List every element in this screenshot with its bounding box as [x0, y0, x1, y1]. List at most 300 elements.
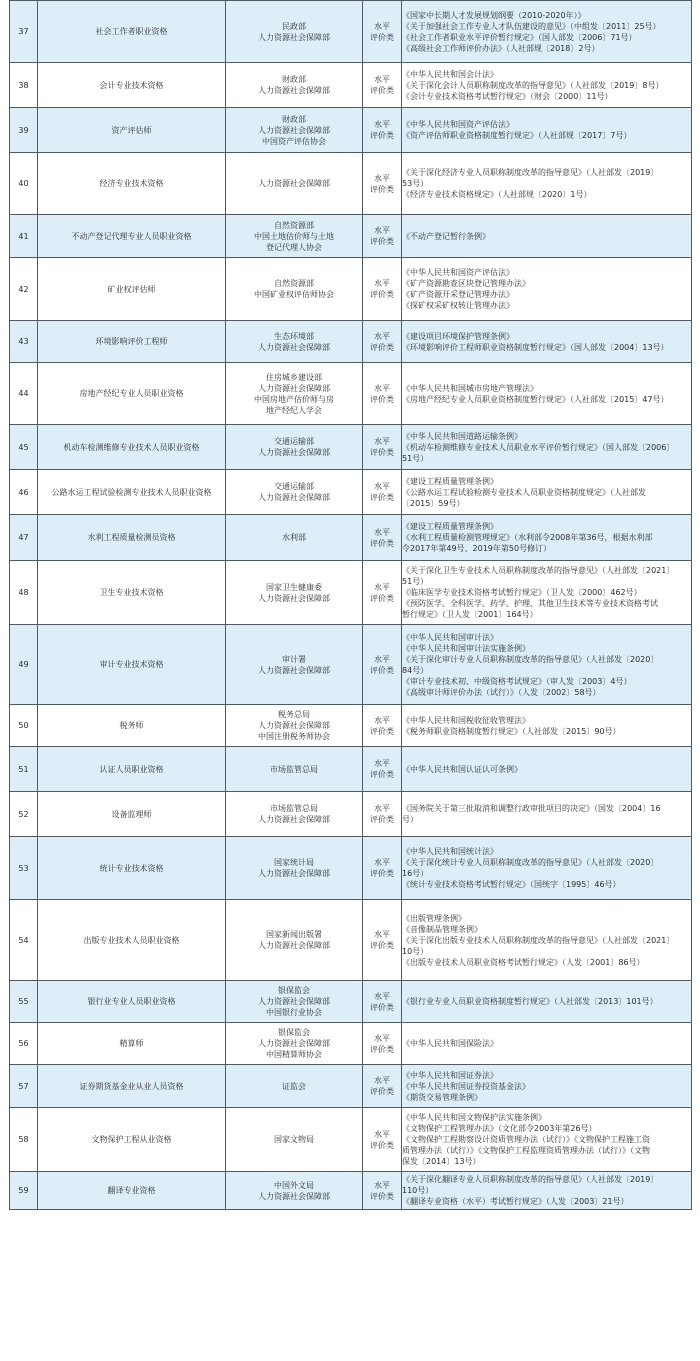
qualification-type-line: 评价类	[370, 1140, 394, 1150]
implementing-department-line: 人力资源社会保障部	[258, 869, 330, 878]
table-row	[10, 1023, 692, 1065]
table-row	[10, 425, 692, 470]
implementing-department	[226, 1108, 363, 1172]
qualification-type-line: 水平	[374, 75, 390, 84]
legal-basis-line: 《翻译专业资格（水平）考试暂行规定》（人发〔2003〕21号）	[402, 1197, 629, 1206]
legal-basis	[402, 1023, 692, 1065]
qualification-type-line: 评价类	[370, 869, 394, 878]
qualification-name: 出版专业技术人员职业资格	[38, 900, 226, 981]
table-row	[10, 215, 692, 258]
legal-basis-line: 《高级审计师评价办法（试行）》（人发〔2002〕58号）	[402, 687, 601, 697]
implementing-department-line: 人力资源社会保障部	[258, 342, 330, 352]
qualification-name: 机动车检测维修专业技术人员职业资格	[38, 425, 226, 470]
qualification-type-line: 评价类	[370, 394, 394, 404]
implementing-department	[226, 561, 363, 625]
legal-basis-line: 号）	[402, 815, 418, 824]
implementing-department-line: 人力资源社会保障部	[258, 665, 330, 675]
row-number: 50	[10, 705, 38, 747]
implementing-department	[226, 153, 363, 215]
qualification-type	[363, 561, 402, 625]
implementing-department	[226, 63, 363, 108]
legal-basis-line: 《音像制品管理条例》	[402, 924, 482, 934]
qualification-type-line: 评价类	[370, 86, 394, 95]
row-number: 44	[10, 363, 38, 425]
qualification-type-line: 水平	[374, 715, 390, 725]
legal-basis-line: 《关于深化审计专业人员职称制度改革的指导意见》（人社部发〔2020〕	[402, 654, 659, 664]
implementing-department	[226, 515, 363, 561]
qualification-type	[363, 425, 402, 470]
legal-basis-line: 《关于深化卫生专业技术人员职称制度改革的指导意见》（人社部发〔2021〕	[402, 566, 675, 575]
table-row	[10, 258, 692, 321]
legal-basis	[402, 900, 692, 981]
qualification-type	[363, 792, 402, 837]
qualification-type-line: 水平	[374, 991, 390, 1001]
implementing-department	[226, 747, 363, 792]
legal-basis-line: 《关于加强社会工作专业人才队伍建设的意见》（中组发〔2011〕25号）	[402, 21, 661, 31]
implementing-department	[226, 425, 363, 470]
implementing-department-line: 市场监管总局	[270, 804, 318, 813]
implementing-department	[226, 108, 363, 153]
implementing-department	[226, 837, 363, 900]
legal-basis-line: 《中华人民共和国道路运输条例》	[402, 431, 522, 441]
table-row	[10, 837, 692, 900]
qualification-type-line: 水平	[374, 21, 390, 31]
legal-basis	[402, 321, 692, 363]
implementing-department-line: 人力资源社会保障部	[258, 815, 330, 824]
implementing-department-line: 生态环境部	[274, 331, 314, 341]
qualification-type-line: 水平	[374, 1076, 390, 1085]
qualification-name: 文物保护工程从业资格	[38, 1108, 226, 1172]
legal-basis-line: 《预防医学、全科医学、药学、护理、其他卫生技术等专业技术资格考试	[402, 599, 658, 608]
legal-basis	[402, 1172, 692, 1210]
qualification-type	[363, 108, 402, 153]
row-number: 59	[10, 1172, 38, 1210]
legal-basis-line: 《银行业专业人员职业资格制度暂行规定》（人社部发〔2013〕101号）	[402, 997, 658, 1006]
table-row	[10, 1065, 692, 1108]
implementing-department-line: 税务总局	[278, 710, 310, 719]
qualification-type-line: 水平	[374, 582, 390, 592]
legal-basis-line: 《高级社会工作师评价办法》（人社部规〔2018〕2号）	[402, 43, 600, 53]
table-row	[10, 63, 692, 108]
qualification-table	[9, 0, 692, 1210]
row-number: 52	[10, 792, 38, 837]
implementing-department-line: 中国土地估价师与土地	[254, 231, 334, 241]
legal-basis-line: 《中华人民共和国税收征收管理法》	[402, 715, 530, 725]
implementing-department-line: 国家卫生健康委	[266, 582, 322, 592]
legal-basis-line: 暂行规定》（卫人发〔2001〕164号）	[402, 610, 538, 619]
qualification-type	[363, 981, 402, 1023]
qualification-type	[363, 63, 402, 108]
legal-basis-line: 《中华人民共和国审计法》	[402, 632, 498, 642]
legal-basis-line: 《中华人民共和国保险法》	[402, 1039, 498, 1048]
legal-basis-line: 《中华人民共和国会计法》	[402, 69, 498, 79]
table-row	[10, 792, 692, 837]
row-number: 56	[10, 1023, 38, 1065]
legal-basis-line: 《会计专业技术资格考试暂行规定》（财会〔2000〕11号）	[402, 91, 613, 101]
qualification-name: 经济专业技术资格	[38, 153, 226, 215]
legal-basis-line: 《矿产资源勘查区块登记管理办法》	[402, 279, 530, 288]
implementing-department-line: 人力资源社会保障部	[258, 941, 330, 950]
implementing-department	[226, 258, 363, 321]
qualification-type-line: 评价类	[370, 770, 394, 779]
legal-basis-line: 《关于深化统计专业人员职称制度改革的指导意见》（人社部发〔2020〕	[402, 858, 659, 867]
legal-basis-line: 《资产评估师职业资格制度暂行规定》（人社部规〔2017〕7号）	[402, 131, 632, 140]
implementing-department	[226, 900, 363, 981]
qualification-name: 房地产经纪专业人员职业资格	[38, 363, 226, 425]
qualification-type-line: 水平	[374, 527, 390, 537]
implementing-department	[226, 215, 363, 258]
qualification-type-line: 评价类	[370, 184, 394, 194]
qualification-name: 不动产登记代理专业人员职业资格	[38, 215, 226, 258]
qualification-type	[363, 1172, 402, 1210]
row-number: 46	[10, 470, 38, 515]
implementing-department	[226, 1, 363, 63]
row-number: 55	[10, 981, 38, 1023]
qualification-name: 矿业权评估师	[38, 258, 226, 321]
legal-basis-line: 《中华人民共和国证券法》	[402, 1070, 498, 1080]
qualification-name: 翻译专业资格	[38, 1172, 226, 1210]
implementing-department-line: 银保监会	[278, 1028, 310, 1037]
implementing-department-line: 地产经纪人学会	[266, 405, 322, 415]
qualification-type-line: 评价类	[370, 726, 394, 736]
table-row	[10, 108, 692, 153]
row-number: 54	[10, 900, 38, 981]
legal-basis-line: 《建设工程质量管理条例》	[402, 522, 498, 531]
qualification-type-line: 评价类	[370, 1044, 394, 1054]
legal-basis	[402, 153, 692, 215]
row-number: 45	[10, 425, 38, 470]
implementing-department	[226, 363, 363, 425]
table-row	[10, 1172, 692, 1210]
qualification-type-line: 水平	[374, 226, 390, 235]
legal-basis-line: 《中华人民共和国统计法》	[402, 847, 498, 856]
qualification-type-line: 水平	[374, 331, 390, 341]
row-number: 53	[10, 837, 38, 900]
qualification-type	[363, 515, 402, 561]
table-row	[10, 705, 692, 747]
implementing-department-line: 民政部	[282, 21, 306, 31]
qualification-type-line: 评价类	[370, 448, 394, 457]
qualification-type-line: 水平	[374, 804, 390, 813]
legal-basis-line: 《经济专业技术资格规定》（人社部规〔2020〕1号）	[402, 190, 592, 199]
legal-basis	[402, 258, 692, 321]
qualification-type-line: 评价类	[370, 665, 394, 675]
legal-basis-line: 《税务师职业资格制度暂行规定》（人社部发〔2015〕90号）	[402, 726, 621, 736]
implementing-department	[226, 1172, 363, 1210]
legal-basis-line: 110号）	[402, 1186, 434, 1195]
legal-basis-line: 质管理办法（试行）》《文物保护工程监理资质管理办法（试行）》（文物	[402, 1146, 650, 1155]
implementing-department-line: 登记代理人协会	[266, 242, 322, 252]
legal-basis-line: 《水利工程质量检测管理规定》（水利部令2008年第36号，根据水利部	[402, 533, 653, 542]
qualification-type-line: 水平	[374, 383, 390, 393]
table-row	[10, 900, 692, 981]
qualification-type	[363, 321, 402, 363]
legal-basis-line: 《文物保护工程勘察设计资质管理办法（试行）》《文物保护工程施工资	[402, 1135, 650, 1144]
qualification-type	[363, 153, 402, 215]
table-row	[10, 1108, 692, 1172]
implementing-department-line: 人力资源社会保障部	[258, 721, 330, 730]
legal-basis-line: 《探矿权采矿权转让管理办法》	[402, 301, 514, 310]
qualification-type-line: 水平	[374, 173, 390, 183]
row-number: 43	[10, 321, 38, 363]
legal-basis-line: 51号）	[402, 577, 429, 586]
qualification-name: 环境影响评价工程师	[38, 321, 226, 363]
table-row	[10, 981, 692, 1023]
row-number: 42	[10, 258, 38, 321]
implementing-department-line: 中国矿业权评估师协会	[254, 290, 334, 299]
implementing-department-line: 中国房地产估价师与房	[254, 394, 334, 404]
qualification-type-line: 评价类	[370, 538, 394, 548]
table-row	[10, 1, 692, 63]
qualification-type-line: 评价类	[370, 815, 394, 824]
legal-basis-line: 《矿产资源开采登记管理办法》	[402, 290, 514, 299]
implementing-department-line: 交通运输部	[274, 482, 314, 491]
row-number: 37	[10, 1, 38, 63]
table-row	[10, 625, 692, 705]
qualification-name: 精算师	[38, 1023, 226, 1065]
row-number: 47	[10, 515, 38, 561]
legal-basis-line: 《社会工作者职业水平评价暂行规定》（国人部发〔2006〕71号）	[402, 32, 637, 42]
qualification-type-line: 水平	[374, 759, 390, 768]
table-row	[10, 561, 692, 625]
implementing-department-line: 人力资源社会保障部	[258, 997, 330, 1006]
qualification-name: 审计专业技术资格	[38, 625, 226, 705]
legal-basis-line: 《期货交易管理条例》	[402, 1092, 482, 1102]
qualification-type-line: 评价类	[370, 237, 394, 246]
legal-basis	[402, 561, 692, 625]
legal-basis-line: 16号）	[402, 869, 429, 878]
qualification-type-line: 水平	[374, 858, 390, 867]
table-row	[10, 470, 692, 515]
implementing-department-line: 人力资源社会保障部	[258, 593, 330, 603]
legal-basis	[402, 425, 692, 470]
legal-basis-line: 《关于深化出版专业技术人员职称制度改革的指导意见》（人社部发〔2021〕	[402, 935, 675, 945]
row-number: 41	[10, 215, 38, 258]
implementing-department-line: 人力资源社会保障部	[258, 448, 330, 457]
legal-basis-line: 《中华人民共和国资产评估法》	[402, 268, 514, 277]
table-row	[10, 747, 692, 792]
qualification-type-line: 评价类	[370, 1087, 394, 1096]
qualification-name: 证券期货基金业从业人员资格	[38, 1065, 226, 1108]
implementing-department-line: 人力资源社会保障部	[258, 383, 330, 393]
table-body	[10, 1, 692, 1210]
qualification-name: 公路水运工程试验检测专业技术人员职业资格	[38, 470, 226, 515]
implementing-department-line: 人力资源社会保障部	[258, 179, 330, 188]
legal-basis-line: 《出版管理条例》	[402, 913, 466, 923]
legal-basis-line: 《关于深化会计人员职称制度改革的指导意见》（人社部发〔2019〕8号）	[402, 80, 664, 90]
legal-basis-line: 《公路水运工程试验检测专业技术人员职业资格制度规定》（人社部发	[402, 487, 646, 497]
qualification-name: 社会工作者职业资格	[38, 1, 226, 63]
implementing-department	[226, 1065, 363, 1108]
legal-basis-line: 《环境影响评价工程师职业资格制度暂行规定》（国人部发〔2004〕13号）	[402, 342, 669, 352]
implementing-department	[226, 792, 363, 837]
qualification-type	[363, 837, 402, 900]
row-number: 51	[10, 747, 38, 792]
qualification-name: 水利工程质量检测员资格	[38, 515, 226, 561]
row-number: 58	[10, 1108, 38, 1172]
qualification-type	[363, 625, 402, 705]
implementing-department-line: 财政部	[282, 75, 306, 84]
legal-basis	[402, 363, 692, 425]
implementing-department-line: 财政部	[282, 114, 306, 124]
legal-basis	[402, 515, 692, 561]
legal-basis-line: 《房地产经纪专业人员职业资格制度暂行规定》（人社部发〔2015〕47号）	[402, 394, 669, 404]
qualification-type-line: 评价类	[370, 32, 394, 42]
legal-basis-line: 《出版专业技术人员职业资格考试暂行规定》（人发〔2001〕86号）	[402, 957, 645, 967]
row-number: 48	[10, 561, 38, 625]
row-number: 39	[10, 108, 38, 153]
legal-basis-line: 《审计专业技术初、中级资格考试规定》（审人发〔2003〕4号）	[402, 676, 632, 686]
qualification-name: 银行业专业人员职业资格	[38, 981, 226, 1023]
legal-basis-line: 《中华人民共和国城市房地产管理法》	[402, 383, 538, 393]
legal-basis-line: 《建设项目环境保护管理条例》	[402, 331, 514, 341]
legal-basis-line: 《国务院关于第三批取消和调整行政审批项目的决定》（国发〔2004〕16	[402, 804, 661, 813]
legal-basis	[402, 1108, 692, 1172]
legal-basis-line: 10号）	[402, 946, 429, 956]
legal-basis	[402, 792, 692, 837]
implementing-department-line: 自然资源部	[274, 279, 314, 288]
qualification-type	[363, 705, 402, 747]
implementing-department-line: 国家统计局	[274, 858, 314, 867]
qualification-type-line: 水平	[374, 1033, 390, 1043]
implementing-department-line: 证监会	[282, 1081, 306, 1091]
qualification-type	[363, 1023, 402, 1065]
qualification-type	[363, 747, 402, 792]
qualification-type	[363, 258, 402, 321]
qualification-type-line: 水平	[374, 482, 390, 491]
qualification-type-line: 评价类	[370, 493, 394, 502]
legal-basis-line: 《国家中长期人才发展规划纲要（2010-2020年）》	[402, 10, 586, 20]
legal-basis	[402, 215, 692, 258]
legal-basis-line: 《机动车检测维修专业技术人员职业水平评价暂行规定》（国人部发〔2006〕	[402, 442, 675, 452]
legal-basis-line: 令2017年第49号、2019年第50号修订）	[402, 544, 552, 553]
qualification-name: 认证人员职业资格	[38, 747, 226, 792]
legal-basis	[402, 63, 692, 108]
qualification-type	[363, 363, 402, 425]
implementing-department	[226, 981, 363, 1023]
qualification-type	[363, 900, 402, 981]
implementing-department	[226, 470, 363, 515]
table-row	[10, 153, 692, 215]
qualification-name: 卫生专业技术资格	[38, 561, 226, 625]
qualification-type-line: 水平	[374, 437, 390, 446]
legal-basis	[402, 705, 692, 747]
table-row	[10, 515, 692, 561]
implementing-department-line: 人力资源社会保障部	[258, 32, 330, 42]
implementing-department	[226, 705, 363, 747]
implementing-department-line: 国家文物局	[274, 1135, 314, 1144]
qualification-name: 设备监理师	[38, 792, 226, 837]
qualification-type-line: 评价类	[370, 941, 394, 950]
qualification-type	[363, 1, 402, 63]
qualification-type-line: 评价类	[370, 593, 394, 603]
row-number: 38	[10, 63, 38, 108]
implementing-department-line: 国家新闻出版署	[266, 930, 322, 939]
legal-basis-line: 《中华人民共和国资产评估法》	[402, 120, 514, 129]
implementing-department-line: 中国资产评估协会	[262, 136, 326, 146]
legal-basis-line: 《临床医学专业技术资格考试暂行规定》（卫人发〔2000〕462号）	[402, 588, 642, 597]
legal-basis	[402, 981, 692, 1023]
legal-basis-line: 《中华人民共和国证券投资基金法》	[402, 1081, 530, 1091]
table-row	[10, 363, 692, 425]
implementing-department-line: 中国精算师协会	[266, 1050, 322, 1059]
legal-basis-line: 84号）	[402, 665, 429, 675]
qualification-type-line: 评价类	[370, 290, 394, 299]
legal-basis-line: 保发〔2014〕13号）	[402, 1157, 481, 1166]
qualification-type	[363, 470, 402, 515]
legal-basis-line: 《文物保护工程管理办法》（文化部令2003年第26号）	[402, 1124, 597, 1133]
qualification-type-line: 水平	[374, 654, 390, 664]
implementing-department-line: 住房城乡建设部	[266, 372, 322, 382]
legal-basis-line: 《不动产登记暂行条例》	[402, 231, 490, 241]
qualification-type-line: 评价类	[370, 342, 394, 352]
qualification-type-line: 水平	[374, 120, 390, 129]
legal-basis-line: 51号）	[402, 453, 429, 463]
legal-basis-line: 《关于深化翻译专业人员职称制度改革的指导意见》（人社部发〔2019〕	[402, 1175, 659, 1184]
implementing-department-line: 交通运输部	[274, 437, 314, 446]
implementing-department	[226, 625, 363, 705]
qualification-name: 统计专业技术资格	[38, 837, 226, 900]
qualification-type-line: 评价类	[370, 1002, 394, 1012]
legal-basis-line: 《中华人民共和国审计法实施条例》	[402, 643, 530, 653]
implementing-department-line: 人力资源社会保障部	[258, 86, 330, 95]
table-row	[10, 321, 692, 363]
legal-basis-line: 《关于深化经济专业人员职称制度改革的指导意见》（人社部发〔2019〕	[402, 168, 659, 177]
legal-basis	[402, 1065, 692, 1108]
qualification-type-line: 评价类	[370, 1191, 394, 1201]
legal-basis-line: 〔2015〕59号）	[402, 498, 465, 508]
qualification-type	[363, 215, 402, 258]
implementing-department-line: 自然资源部	[274, 220, 314, 230]
qualification-type	[363, 1108, 402, 1172]
qualification-type-line: 水平	[374, 1129, 390, 1139]
implementing-department-line: 人力资源社会保障部	[258, 493, 330, 502]
row-number: 57	[10, 1065, 38, 1108]
qualification-type-line: 评价类	[370, 131, 394, 140]
legal-basis	[402, 747, 692, 792]
legal-basis-line: 《建设工程质量管理条例》	[402, 476, 498, 486]
implementing-department-line: 中国注册税务师协会	[258, 732, 330, 741]
implementing-department-line: 人力资源社会保障部	[258, 1039, 330, 1048]
qualification-name: 会计专业技术资格	[38, 63, 226, 108]
implementing-department-line: 银保监会	[278, 986, 310, 995]
legal-basis-line: 《统计专业技术资格考试暂行规定》（国统字〔1995〕46号）	[402, 880, 621, 889]
row-number: 49	[10, 625, 38, 705]
qualification-type-line: 水平	[374, 930, 390, 939]
implementing-department-line: 水利部	[282, 533, 306, 542]
qualification-type-line: 水平	[374, 1180, 390, 1190]
legal-basis-line: 53号）	[402, 179, 429, 188]
legal-basis-line: 《中华人民共和国文物保护法实施条例》	[402, 1113, 546, 1122]
implementing-department-line: 审计署	[282, 654, 306, 664]
legal-basis	[402, 108, 692, 153]
legal-basis-line: 《中华人民共和国认证认可条例》	[402, 764, 522, 774]
implementing-department-line: 中国银行业协会	[266, 1008, 322, 1017]
implementing-department-line: 人力资源社会保障部	[258, 1191, 330, 1201]
qualification-name: 资产评估师	[38, 108, 226, 153]
implementing-department-line: 中国外文局	[274, 1180, 314, 1190]
row-number: 40	[10, 153, 38, 215]
implementing-department	[226, 1023, 363, 1065]
legal-basis	[402, 1, 692, 63]
qualification-type-line: 水平	[374, 279, 390, 288]
implementing-department-line: 市场监管总局	[270, 764, 318, 774]
legal-basis	[402, 470, 692, 515]
implementing-department	[226, 321, 363, 363]
qualification-type	[363, 1065, 402, 1108]
qualification-name: 税务师	[38, 705, 226, 747]
legal-basis	[402, 837, 692, 900]
